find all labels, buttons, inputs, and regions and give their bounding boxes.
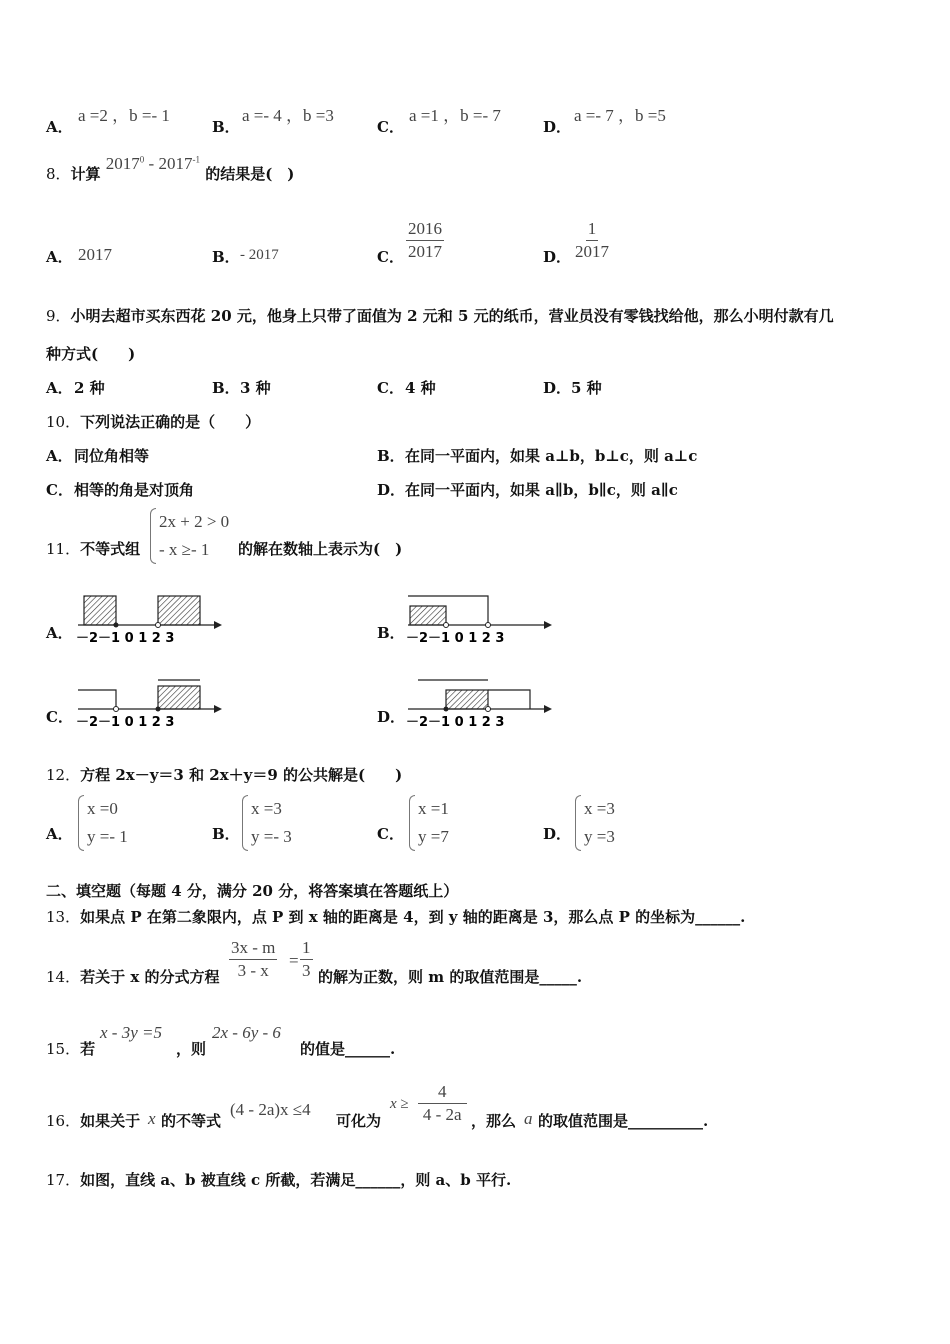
q9-number: 9． — [46, 307, 71, 325]
q12-option-c-line1: x =1 — [418, 799, 449, 818]
q8-option-c-denominator: 2017 — [408, 242, 442, 261]
q11-option-c-numberline — [74, 674, 224, 732]
q11-prefix: 不等式组 — [80, 540, 141, 558]
q12-option-a-line1: x =0 — [87, 799, 118, 818]
q9-line1: 小明去超市买东西花 20 元，他身上只带了面值为 2 元和 5 元的纸币，营业员没有零钱找给他，那么小明付款有几 — [70, 307, 834, 325]
q7-option-a-label: A． — [46, 118, 73, 136]
q16-var-x: x — [148, 1109, 156, 1128]
q16-suffix: 的取值范围是__________. — [538, 1112, 709, 1130]
q14-suffix: 的解为正数，则 m 的取值范围是_____. — [318, 968, 583, 986]
q8-option-d-denominator: 2017 — [575, 242, 609, 261]
q11-option-d-label: D． — [377, 708, 406, 726]
q17-number: 17． — [46, 1171, 81, 1189]
q7-option-b-math: a =- 4 ，b =3 — [242, 106, 334, 125]
q8-option-a-label: A． — [46, 248, 73, 266]
q12-option-c-line2: y =7 — [418, 827, 449, 846]
q13-stem — [46, 906, 745, 927]
q12-option-d-brace — [575, 795, 581, 851]
q11-option-a-axis-labels: －2－1 0 1 2 3 — [76, 631, 175, 646]
q8-option-a-math: 2017 — [78, 245, 112, 264]
q10-option-d-text: 在同一平面内，如果 a∥b，b∥c，则 a∥c — [405, 481, 678, 499]
q14-equals: = — [289, 951, 299, 970]
q14-stem-prefix — [46, 966, 219, 987]
q7-option-c-label: C． — [377, 118, 404, 136]
q8-option-d-fraction — [573, 218, 611, 263]
q8-base1: 2017 — [105, 154, 140, 173]
q10-option-a-text: 同位角相等 — [74, 447, 150, 465]
q12-option-d-line1: x =3 — [584, 799, 615, 818]
q8-option-d-numerator: 1 — [586, 218, 599, 241]
q11-option-a-numberline — [74, 590, 224, 648]
q15-expr1: x - 3y =5 — [100, 1023, 162, 1042]
q8-exp2: -1 — [192, 154, 200, 165]
q12-option-c-brace — [409, 795, 415, 851]
q13-number: 13． — [46, 908, 81, 926]
q12-option-a-line2: y =- 1 — [87, 827, 128, 846]
q12-option-b-line1: x =3 — [251, 799, 282, 818]
q16-var-a: a — [524, 1109, 533, 1128]
q16-mid2: 可化为 — [336, 1112, 382, 1130]
q12-option-b-line2: y =- 3 — [251, 827, 292, 846]
q16-denominator: 4 - 2a — [422, 1105, 462, 1124]
q8-minus: - — [144, 154, 159, 173]
q11-line1: 2x + 2 > 0 — [159, 512, 230, 531]
q8-base2: 2017 — [158, 154, 193, 173]
q12-stem — [46, 764, 402, 785]
q8-stem — [46, 154, 295, 184]
q9-option-b-text: 3 种 — [240, 379, 271, 397]
q12-option-a-brace — [78, 795, 84, 851]
q14-rhs-fraction — [300, 937, 313, 982]
q15-stem-prefix — [46, 1038, 95, 1059]
q11-option-d-axis-labels: －2－1 0 1 2 3 — [406, 715, 505, 730]
q11-option-c-label: C． — [46, 708, 73, 726]
q12-option-a-label: A． — [46, 825, 73, 843]
q16-prefix: 如果关于 — [80, 1112, 141, 1130]
q8-prefix: 计算 — [70, 165, 101, 183]
q16-lhs: x ≥ — [390, 1096, 409, 1112]
q14-number: 14． — [46, 968, 81, 986]
q12-option-c-system — [409, 795, 449, 851]
q15-mid: ，则 — [176, 1040, 207, 1058]
q13-text: 如果点 P 在第二象限内，点 P 到 x 轴的距离是 4，到 y 轴的距离是 3，那么点 P 的坐标为______. — [80, 908, 746, 926]
q14-lhs-denominator: 3 - x — [237, 961, 269, 980]
q8-option-c-label: C． — [377, 248, 404, 266]
q9-stem-line2: 种方式( ) — [46, 345, 136, 363]
q10-option-b-label: B． — [377, 447, 405, 465]
q16-stem-prefix — [46, 1110, 140, 1131]
q11-option-b-axis-labels: －2－1 0 1 2 3 — [406, 631, 505, 646]
q12-option-d-line2: y =3 — [584, 827, 615, 846]
q7-option-d-label: D． — [543, 118, 572, 136]
q9-option-b-label: B． — [212, 379, 240, 397]
q10-option-a-label: A． — [46, 447, 73, 465]
q16-mid3: ，那么 — [471, 1112, 517, 1130]
q11-option-b-label: B． — [377, 624, 405, 642]
q9-option-d-label: D． — [543, 379, 572, 397]
q11-option-c-axis-labels: －2－1 0 1 2 3 — [76, 715, 175, 730]
q11-system — [150, 508, 229, 564]
q9-stem-line1 — [46, 305, 834, 326]
q8-option-c-fraction — [406, 218, 444, 263]
q16-fraction — [418, 1081, 467, 1126]
q12-option-c-label: C． — [377, 825, 404, 843]
q12-option-b-system — [242, 795, 292, 851]
q8-number: 8． — [46, 165, 71, 183]
q17-stem — [46, 1169, 511, 1190]
q11-stem-prefix — [46, 538, 140, 559]
q15-number: 15． — [46, 1040, 81, 1058]
q14-lhs-numerator: 3x - m — [229, 937, 277, 960]
q8-option-b-math: - 2017 — [240, 247, 279, 263]
q11-option-a-label: A． — [46, 624, 73, 642]
q9-option-a-text: 2 种 — [74, 379, 105, 397]
q10-stem-text: 下列说法正确的是（ ） — [80, 413, 261, 431]
q8-exp1: 0 — [139, 154, 145, 165]
q11-line2: - x ≥- 1 — [159, 540, 210, 559]
q12-number: 12． — [46, 766, 81, 784]
q12-option-d-label: D． — [543, 825, 572, 843]
q9-option-c-label: C． — [377, 379, 404, 397]
q14-rhs-denominator: 3 — [302, 961, 311, 980]
q11-suffix: 的解在数轴上表示为( ) — [238, 540, 403, 558]
q12-option-b-label: B． — [212, 825, 240, 843]
q16-number: 16． — [46, 1112, 81, 1130]
q11-option-d-numberline — [404, 674, 554, 732]
q14-lhs-fraction — [229, 937, 277, 982]
q16-numerator: 4 — [418, 1081, 467, 1104]
q14-prefix: 若关于 x 的分式方程 — [80, 968, 220, 986]
q12-stem-text: 方程 2x－y＝3 和 2x＋y＝9 的公共解是( ) — [80, 766, 403, 784]
q10-option-c-text: 相等的角是对顶角 — [74, 481, 195, 499]
q11-number: 11． — [46, 540, 81, 558]
q9-option-d-text: 5 种 — [571, 379, 602, 397]
q15-suffix: 的值是______. — [300, 1040, 396, 1058]
q14-rhs-numerator: 1 — [300, 937, 313, 960]
q8-option-c-numerator: 2016 — [406, 218, 444, 241]
q10-number: 10． — [46, 413, 81, 431]
q15-prefix: 若 — [80, 1040, 96, 1058]
q16-inequality: (4 - 2a)x ≤4 — [230, 1100, 311, 1119]
q7-option-b-label: B． — [212, 118, 240, 136]
q8-option-b-label: B． — [212, 248, 240, 266]
q11-option-b-numberline — [404, 590, 554, 648]
q17-text: 如图，直线 a、b 被直线 c 所截，若满足______，则 a、b 平行. — [80, 1171, 512, 1189]
q10-option-d-label: D． — [377, 481, 406, 499]
q10-option-c-label: C． — [46, 481, 73, 499]
q12-option-a-system — [78, 795, 128, 851]
q16-mid1: 的不等式 — [161, 1112, 222, 1130]
q7-option-c-math: a =1 ，b =- 7 — [409, 106, 501, 125]
q8-expression — [106, 154, 200, 173]
section2-heading: 二、填空题（每题 4 分，满分 20 分，将答案填在答题纸上） — [46, 882, 459, 900]
q9-option-c-text: 4 种 — [405, 379, 436, 397]
q10-option-b-text: 在同一平面内，如果 a⊥b，b⊥c，则 a⊥c — [405, 447, 698, 465]
q11-brace — [150, 508, 156, 564]
q7-option-a-math: a =2 ，b =- 1 — [78, 106, 170, 125]
q10-stem — [46, 411, 260, 432]
q7-option-d-math: a =- 7 ，b =5 — [574, 106, 666, 125]
q15-expr2: 2x - 6y - 6 — [212, 1023, 281, 1042]
q9-option-a-label: A． — [46, 379, 73, 397]
q8-option-d-label: D． — [543, 248, 572, 266]
q8-suffix: 的结果是( ) — [205, 165, 295, 183]
q12-option-b-brace — [242, 795, 248, 851]
q12-option-d-system — [575, 795, 615, 851]
